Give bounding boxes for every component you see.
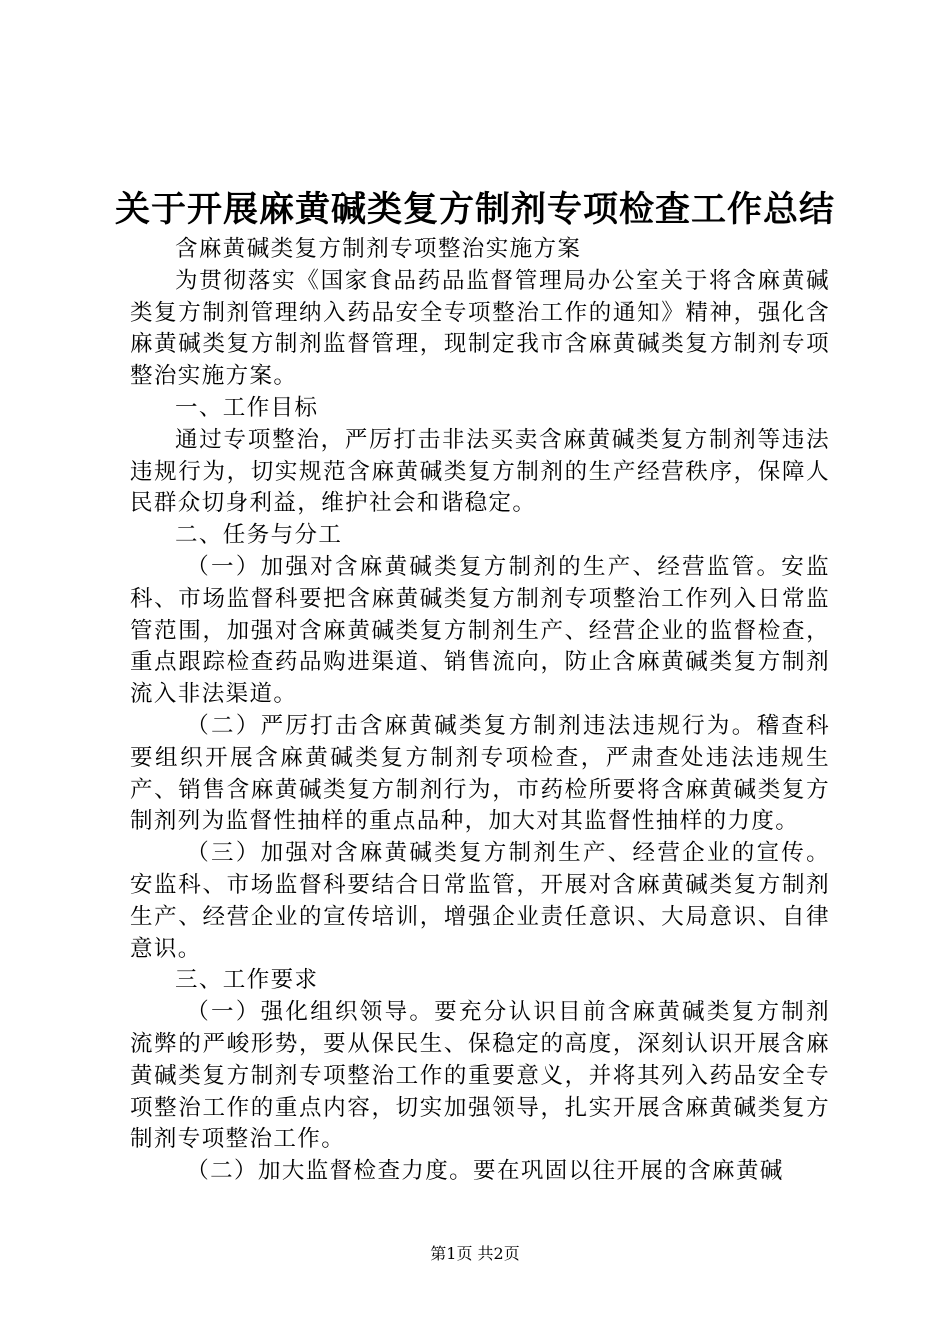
- section-heading-tasks: 二、任务与分工: [175, 522, 343, 549]
- section-heading-goals: 一、工作目标: [175, 394, 319, 421]
- page-title: 关于开展麻黄碱类复方制剂专项检查工作总结: [114, 190, 835, 230]
- requirement-item-2: （二）加大监督检查力度。要在巩固以往开展的含麻黄碱: [186, 1158, 784, 1185]
- goals-paragraph: 通过专项整治，严厉打击非法买卖含麻黄碱类复方制剂等违法违规行为，切实规范含麻黄碱类复方制剂的生产经营秩序，保障人民群众切身利益，维护社会和谐稳定。: [130, 426, 830, 517]
- page-number-footer: 第1页 共2页: [430, 1244, 520, 1263]
- task-item-3: （三）加强对含麻黄碱类复方制剂生产、经营企业的宣传。安监科、市场监督科要结合日常监管，开展对含麻黄碱类复方制剂生产、经营企业的宣传培训，增强企业责任意识、大局意识、自律意识。: [130, 840, 830, 962]
- requirement-item-1: （一）强化组织领导。要充分认识目前含麻黄碱类复方制剂流弊的严峻形势，要从保民生、保稳定的高度，深刻认识开展含麻黄碱类复方制剂专项整治工作的重要意义，并将其列入药品安全专项整治工作的重点内容，切实加强领导，扎实开展含麻黄碱类复方制剂专项整治工作。: [130, 999, 830, 1153]
- subtitle-paragraph: 含麻黄碱类复方制剂专项整治实施方案: [175, 236, 582, 262]
- task-item-2: （二）严厉打击含麻黄碱类复方制剂违法违规行为。稽查科要组织开展含麻黄碱类复方制剂专项检查，严肃查处违法违规生产、销售含麻黄碱类复方制剂行为，市药检所要将含麻黄碱类复方制剂列为监督性抽样的重点品种，加大对其监督性抽样的力度。: [130, 712, 830, 835]
- document-body: [130, 234, 830, 1188]
- intro-paragraph: 为贯彻落实《国家食品药品监督管理局办公室关于将含麻黄碱类复方制剂管理纳入药品安全专项整治工作的通知》精神，强化含麻黄碱类复方制剂监督管理，现制定我市含麻黄碱类复方制剂专项整治实施方案。: [130, 267, 830, 390]
- task-item-1: （一）加强对含麻黄碱类复方制剂的生产、经营监管。安监科、市场监督科要把含麻黄碱类复方制剂专项整治工作列入日常监管范围，加强对含麻黄碱类复方制剂生产、经营企业的监督检查，重点跟踪检查药品购进渠道、销售流向，防止含麻黄碱类复方制剂流入非法渠道。: [130, 553, 830, 708]
- section-heading-requirements: 三、工作要求: [175, 967, 319, 994]
